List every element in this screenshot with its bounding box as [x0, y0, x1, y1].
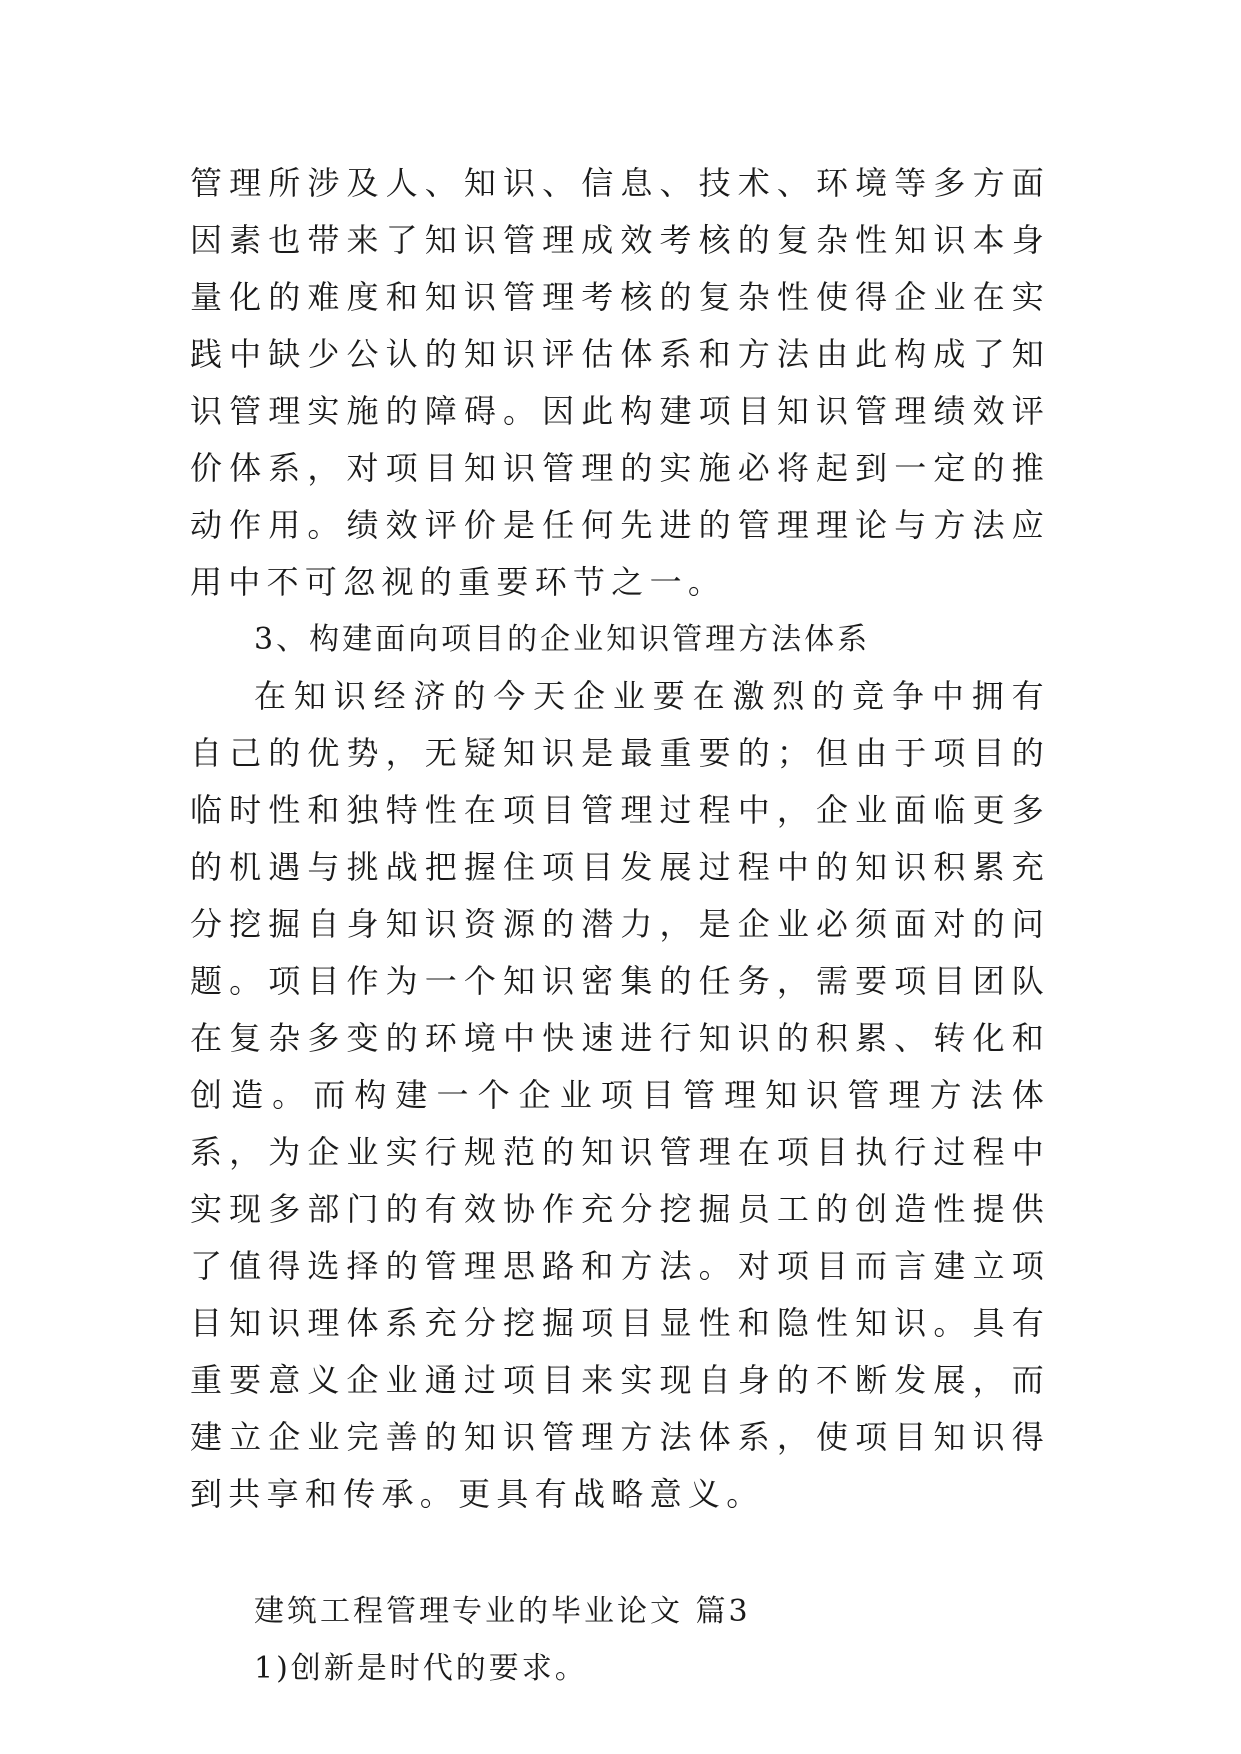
- article-heading: 建筑工程管理专业的毕业论文 篇3: [254, 1594, 751, 1629]
- document-page: [190, 155, 1050, 1697]
- section-heading: 3、构建面向项目的企业知识管理方法体系: [254, 622, 871, 657]
- spacer: [190, 1523, 1050, 1583]
- list-item-1: 1)创新是时代的要求。: [254, 1651, 588, 1686]
- paragraph-2: 在知识经济的今天企业要在激烈的竞争中拥有自己的优势，无疑知识是最重要的；但由于项目的临时性和独特性在项目管理过程中，企业面临更多的机遇与挑战把握住项目发展过程中的知识积累充分挖掘自身知识资源的潜力，是企业必须面对的问题。项目作为一个知识密集的任务，需要项目团队在复杂多变的环境中快速进行知识的积累、转化和创造。而构建一个企业项目管理知识管理方法体系，为企业实行规范的知识管理在项目执行过程中实现多部门的有效协作充分挖掘员工的创造性提供了值得选择的管理思路和方法。对项目而言建立项目知识理体系充分挖掘项目显性和隐性知识。具有重要意义企业通过项目来实现自身的不断发展，而建立企业完善的知识管理方法体系，使项目知识得到共享和传承。更具有战略意义。: [190, 677, 1050, 1513]
- paragraph-1: 管理所涉及人、知识、信息、技术、环境等多方面因素也带来了知识管理成效考核的复杂性知识本身量化的难度和知识管理考核的复杂性使得企业在实践中缺少公认的知识评估体系和方法由此构成了知识管理实施的障碍。因此构建项目知识管理绩效评价体系，对项目知识管理的实施必将起到一定的推动作用。绩效评价是任何先进的管理理论与方法应用中不可忽视的重要环节之一。: [190, 164, 1050, 601]
